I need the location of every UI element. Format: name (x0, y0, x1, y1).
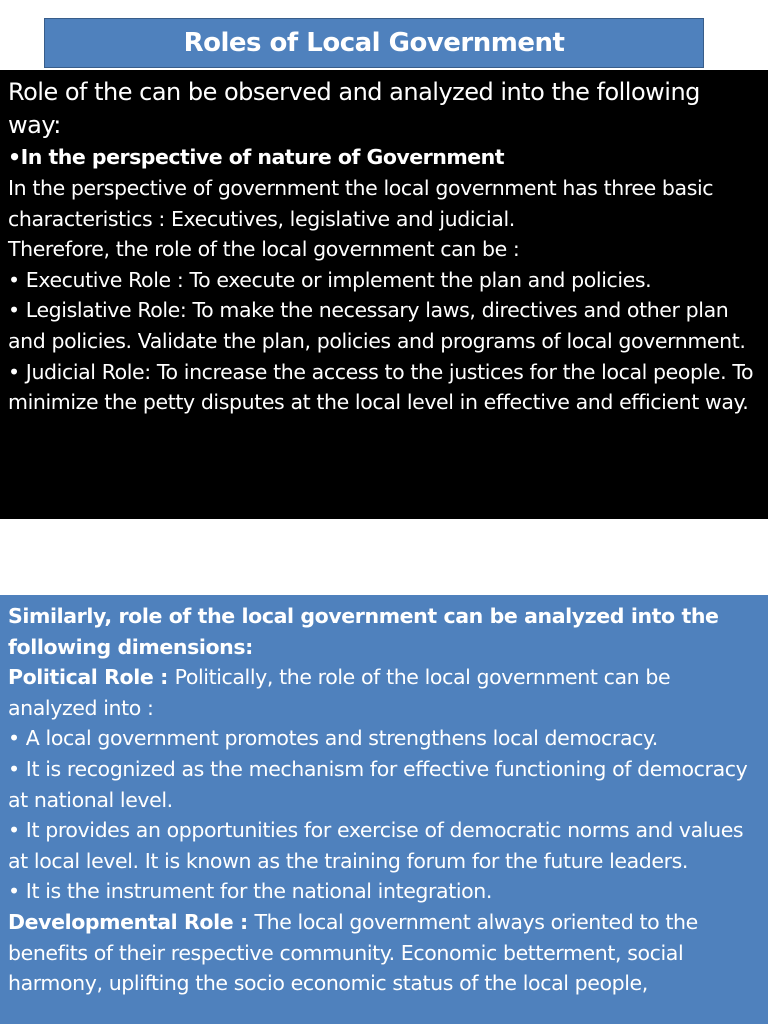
dimensions-panel (0, 595, 768, 1024)
role-intro-paragraph: Therefore, the role of the local government can be : (8, 237, 520, 262)
political-bullet-1: • A local government promotes and strengthens local democracy. (8, 726, 658, 751)
developmental-role-text: The local government always oriented to the benefits of their respective community. Economic betterment, social harmony, uplifting the socio economic status of the local people, (8, 909, 698, 996)
executive-role-bullet: • Executive Role : To execute or implement the plan and policies. (8, 267, 652, 292)
title-banner (44, 18, 704, 68)
political-bullet-2: • It is recognized as the mechanism for effective functioning of democracy at national level. (8, 756, 748, 812)
section-heading: •In the perspective of nature of Government (8, 145, 505, 169)
political-role-label: Political Role : (8, 665, 175, 690)
political-bullet-3: • It provides an opportunities for exercise of democratic norms and values at local level. It is known as the training forum for the future leaders. (8, 818, 744, 873)
slide-title: Roles of Local Government (183, 28, 565, 58)
developmental-role-paragraph (8, 907, 758, 999)
characteristics-paragraph: In the perspective of government the local government has three basic characteristics : Executives, legislative and judicial. (8, 176, 714, 231)
developmental-role-label: Developmental Role : (8, 909, 255, 934)
political-role-paragraph (8, 662, 758, 723)
dimensions-intro: Similarly, role of the local government can be analyzed into the following dimensions: (8, 604, 719, 659)
legislative-role-bullet: • Legislative Role: To make the necessary laws, directives and other plan and policies. Validate the plan, policies and programs of local government. (8, 298, 746, 353)
political-bullet-4: • It is the instrument for the national integration. (8, 879, 493, 904)
panel-lead-text: Role of the can be observed and analyzed into the following way: (8, 78, 700, 139)
political-role-text: Politically, the role of the local government can be analyzed into : (8, 665, 671, 720)
judicial-role-bullet: • Judicial Role: To increase the access to the justices for the local people. To minimize the petty disputes at the local level in effective and efficient way. (8, 359, 754, 415)
nature-of-government-panel (0, 70, 768, 519)
